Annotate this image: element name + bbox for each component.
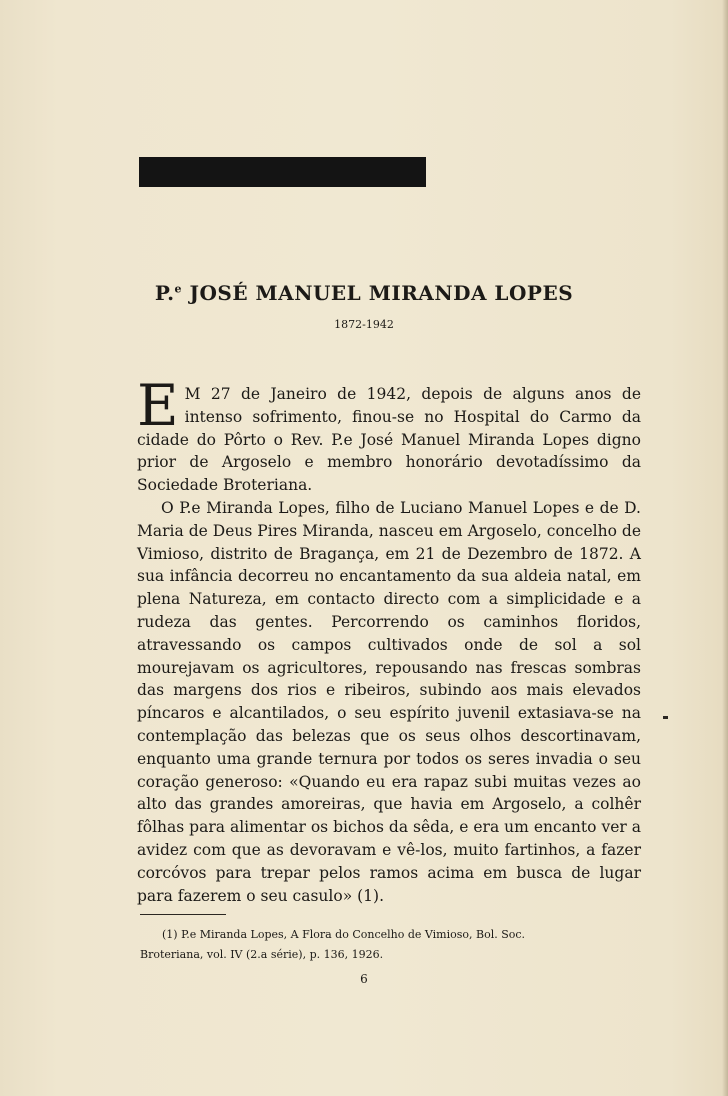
redaction-bar — [139, 157, 426, 187]
title-prefix: P. — [154, 281, 175, 305]
footnote-line-2: Broteriana, vol. IV (2.a série), p. 136, 1926. — [140, 948, 384, 961]
page-number: 6 — [360, 972, 368, 986]
footnote-line-1: (1) P.e Miranda Lopes, A Flora do Concelho de Vimioso, Bol. Soc. — [162, 928, 526, 941]
title-name: JOSÉ MANUEL MIRANDA LOPES — [182, 281, 574, 305]
paragraph-1 — [137, 373, 641, 497]
life-dates: 1872-1942 — [334, 318, 394, 331]
footnote-rule — [140, 914, 226, 915]
drop-cap: E — [137, 373, 179, 439]
paragraph-1-text: M 27 de Janeiro de 1942, depois de alguns anos de intenso sofrimento, finou-se no Hospital do Carmo da cidade do Pôrto o Rev. P.e José Manuel Miranda Lopes digno prior de Argoselo e membro honorário devotadíssimo da Sociedade Broteriana. — [137, 385, 641, 495]
paragraph-2: O P.e Miranda Lopes, filho de Luciano Manuel Lopes e de D. Maria de Deus Pires Miranda, nasceu em Argoselo, concelho de Vimioso, distrito de Bragança, em 21 de Dezembro de 1872. A sua infância decorreu no encantamento da sua aldeia natal, em plena Natureza, em contacto directo com a simplicidade e a rudeza das gentes. Percorrendo os caminhos floridos, atravessando os campos cultivados onde de sol a sol mourejavam os agricultores, repousando nas frescas sombras das margens dos rios e ribeiros, subindo aos mais elevados píncaros e alcantilados, o seu espírito juvenil extasiava-se na contemplação das belezas que os seus olhos descortinavam, enquanto uma grande ternura por todos os seres invadia o seu coração generoso: «Quando eu era rapaz subi muitas vezes ao alto das grandes amoreiras, que havia em Argoselo, a colhêr fôlhas para alimentar os bichos da sêda, e era um encanto ver a avidez com que as devoravam e vê-los, muito fartinhos, a fazer corcóvos para trepar pelos ramos acima em busca de lugar para fazerem o seu casulo» (1). — [137, 498, 641, 905]
footnote — [140, 925, 640, 965]
title-superscript: e — [174, 282, 183, 296]
margin-mark — [663, 716, 668, 719]
page-edge-shadow — [722, 0, 728, 1096]
page-title — [0, 281, 728, 305]
article-body — [137, 373, 641, 907]
